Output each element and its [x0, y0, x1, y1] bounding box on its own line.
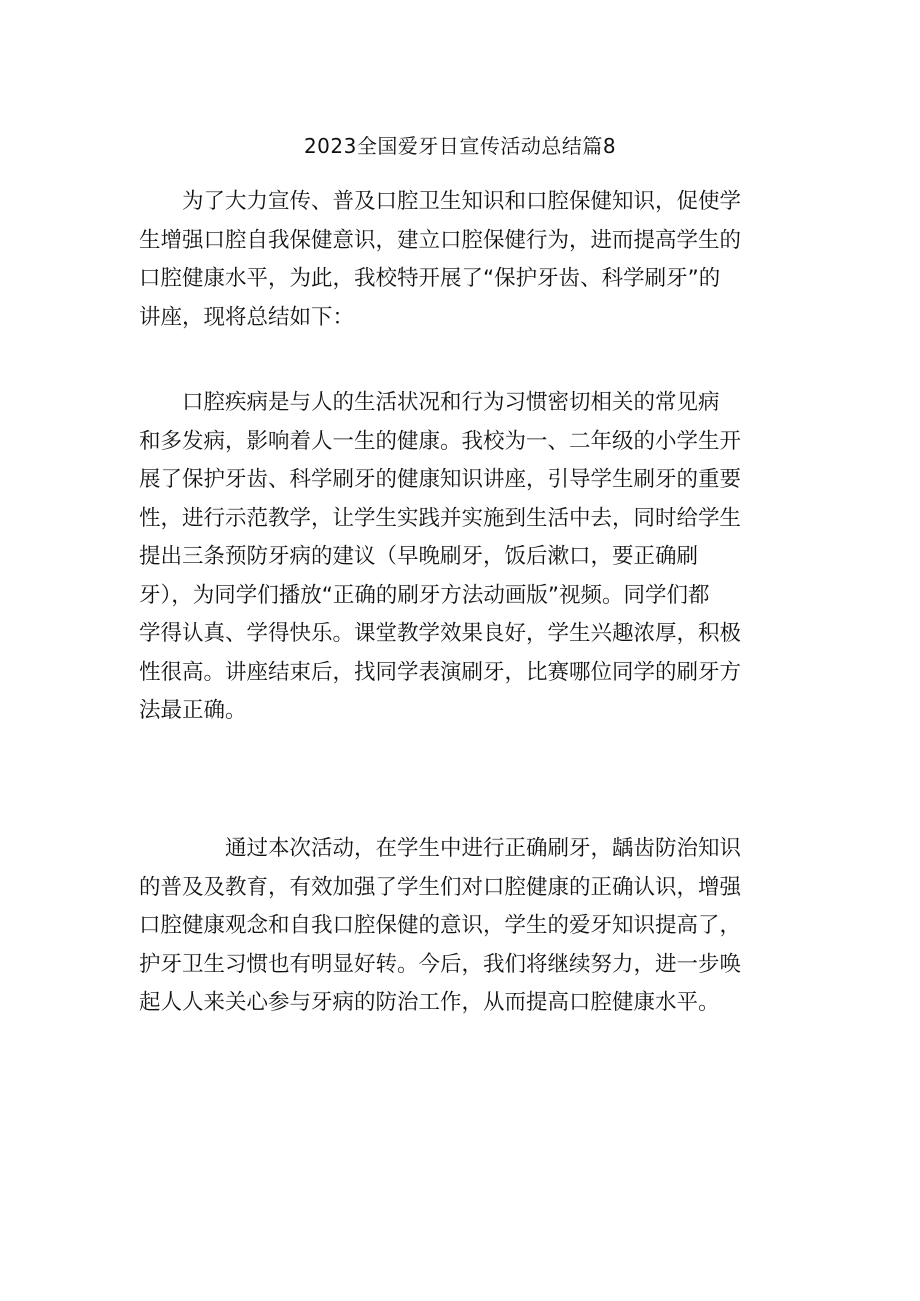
paragraph-line: 起人人来关心参与牙病的防治工作，从而提高口腔健康水平。 — [139, 990, 720, 1015]
paragraph-line: 法最正确。 — [139, 698, 247, 723]
paragraph-line: 性，进行示范教学，让学生实践并实施到生活中去，同时给学生 — [139, 505, 742, 531]
paragraph-1 — [139, 183, 784, 337]
paragraph-line: 提出三条预防牙病的建议（早晚刷牙，饭后漱口，要正确刷 — [139, 544, 699, 569]
paragraph-line: 生增强口腔自我保健意识，建立口腔保健行为，进而提高学生的 — [139, 227, 742, 253]
paragraph-line: 讲座，现将总结如下： — [139, 304, 355, 330]
paragraph-line: 展了保护牙齿、科学刷牙的健康知识讲座，引导学生刷牙的重要 — [139, 467, 742, 492]
paragraph-line: 口腔疾病是与人的生活状况和行为习惯密切相关的常见病 — [139, 390, 720, 415]
paragraph-line: 牙），为同学们播放“正确的刷牙方法动画版”视频。同学们都 — [139, 582, 710, 608]
paragraph-3 — [139, 830, 784, 1023]
document-title: 2023全国爱牙日宣传活动总结篇8 — [303, 134, 617, 158]
paragraph-line: 通过本次活动，在学生中进行正确刷牙，龋齿防治知识 — [139, 836, 742, 861]
paragraph-line: 性很高。讲座结束后，找同学表演刷牙，比赛哪位同学的刷牙方 — [139, 659, 742, 685]
paragraph-line: 口腔健康水平，为此，我校特开展了“保护牙齿、科学刷牙”的 — [139, 266, 721, 291]
paragraph-line: 和多发病，影响着人一生的健康。我校为一、二年级的小学生开 — [139, 428, 742, 454]
paragraph-line: 的普及及教育，有效加强了学生们对口腔健康的正确认识，增强 — [139, 874, 742, 900]
paragraph-line: 护牙卫生习惯也有明显好转。今后，我们将继续努力，进一步唤 — [139, 951, 742, 977]
paragraph-2 — [139, 384, 784, 731]
paragraph-line: 口腔健康观念和自我口腔保健的意识，学生的爱牙知识提高了， — [139, 913, 742, 938]
paragraph-line: 为了大力宣传、普及口腔卫生知识和口腔保健知识，促使学 — [139, 189, 742, 214]
paragraph-line: 学得认真、学得快乐。课堂教学效果良好，学生兴趣浓厚，积极 — [139, 621, 742, 646]
